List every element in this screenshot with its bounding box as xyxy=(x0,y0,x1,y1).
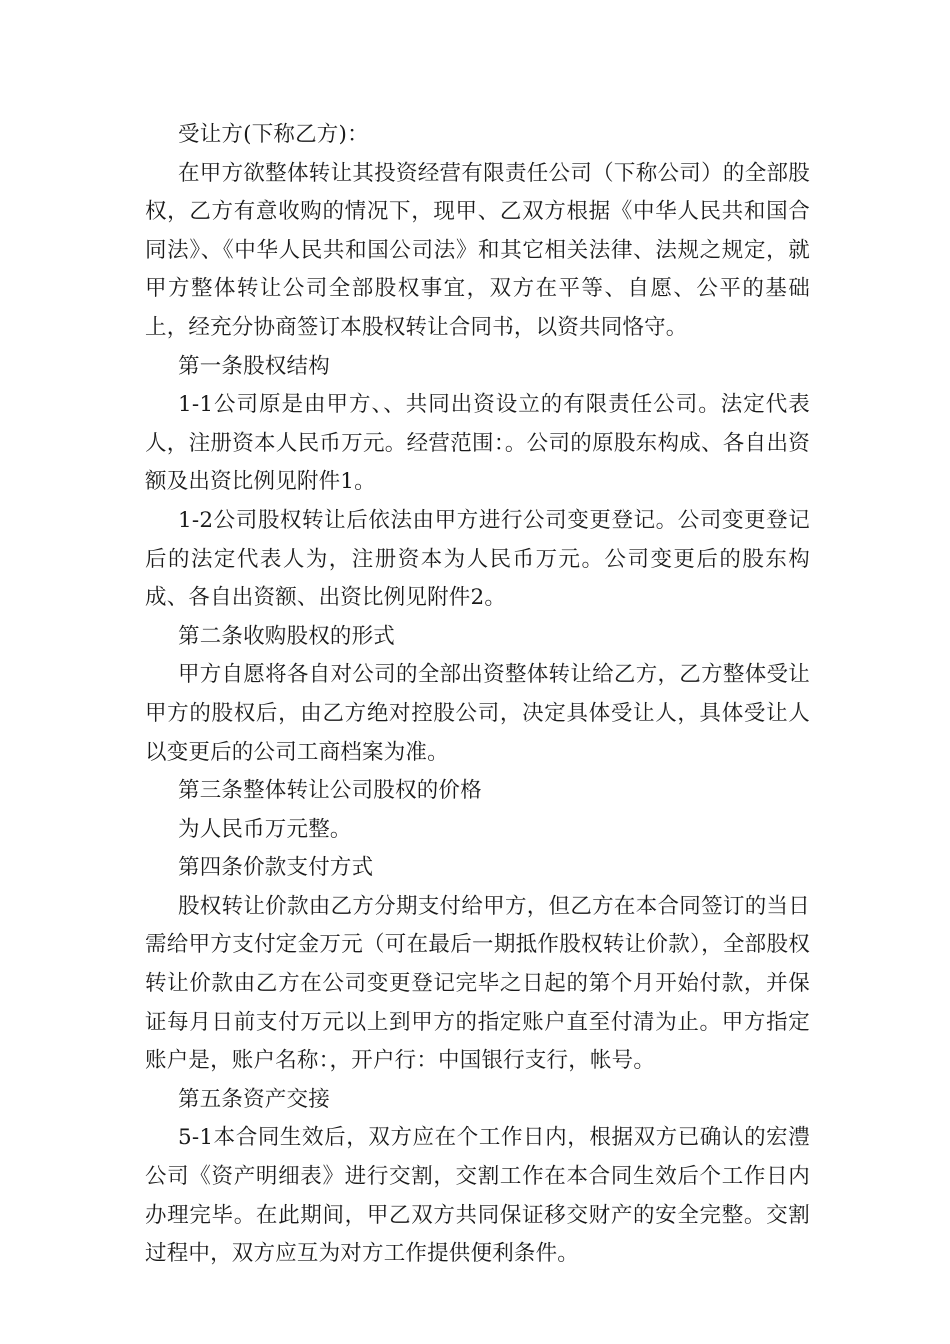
paragraph-preamble: 在甲方欲整体转让其投资经营有限责任公司（下称公司）的全部股权，乙方有意收购的情况下，现甲、乙双方根据《中华人民共和国合同法》、《中华人民共和国公司法》和其它相关法律、法规之规定，就甲方整体转让公司全部股权事宜，双方在平等、自愿、公平的基础上，经充分协商签订本股权转让合同书，以资共同恪守。 xyxy=(145,160,810,340)
paragraph-1-1: 1-1公司原是由甲方、、共同出资设立的有限责任公司。法定代表人，注册资本人民币万元。经营范围：。公司的原股东构成、各自出资额及出资比例见附件1。 xyxy=(145,392,810,495)
heading-article-4: 第四条价款支付方式 xyxy=(178,855,374,881)
heading-article-3: 第三条整体转让公司股权的价格 xyxy=(178,778,482,804)
paragraph-1-2: 1-2公司股权转让后依法由甲方进行公司变更登记。公司变更登记后的法定代表人为，注册资本为人民币万元。公司变更后的股东构成、各自出资额、出资比例见附件2。 xyxy=(145,507,810,611)
paragraph-article-3: 为人民币万元整。 xyxy=(178,816,352,842)
paragraph-article-4: 股权转让价款由乙方分期支付给甲方，但乙方在本合同签订的当日需给甲方支付定金万元（可在最后一期抵作股权转让价款），全部股权转让价款由乙方在公司变更登记完毕之日起的第个月开始付款，并保证每月日前支付万元以上到甲方的指定账户直至付清为止。甲方指定账户是，账户名称：，开户行：中国银行支行，帐号。 xyxy=(145,893,810,1074)
paragraph-transferee: 受让方(下称乙方)： xyxy=(178,122,369,147)
heading-article-5: 第五条资产交接 xyxy=(178,1086,330,1112)
document-body xyxy=(145,116,810,1274)
heading-article-2: 第二条收购股权的形式 xyxy=(178,623,396,649)
heading-article-1: 第一条股权结构 xyxy=(178,353,330,379)
paragraph-5-1: 5-1本合同生效后，双方应在个工作日内，根据双方已确认的宏澧公司《资产明细表》进行交割，交割工作在本合同生效后个工作日内办理完毕。在此期间，甲乙双方共同保证移交财产的安全完整。交割过程中，双方应互为对方工作提供便利条件。 xyxy=(145,1125,810,1267)
paragraph-article-2: 甲方自愿将各自对公司的全部出资整体转让给乙方，乙方整体受让甲方的股权后，由乙方绝对控股公司，决定具体受让人，具体受让人以变更后的公司工商档案为准。 xyxy=(145,662,810,765)
